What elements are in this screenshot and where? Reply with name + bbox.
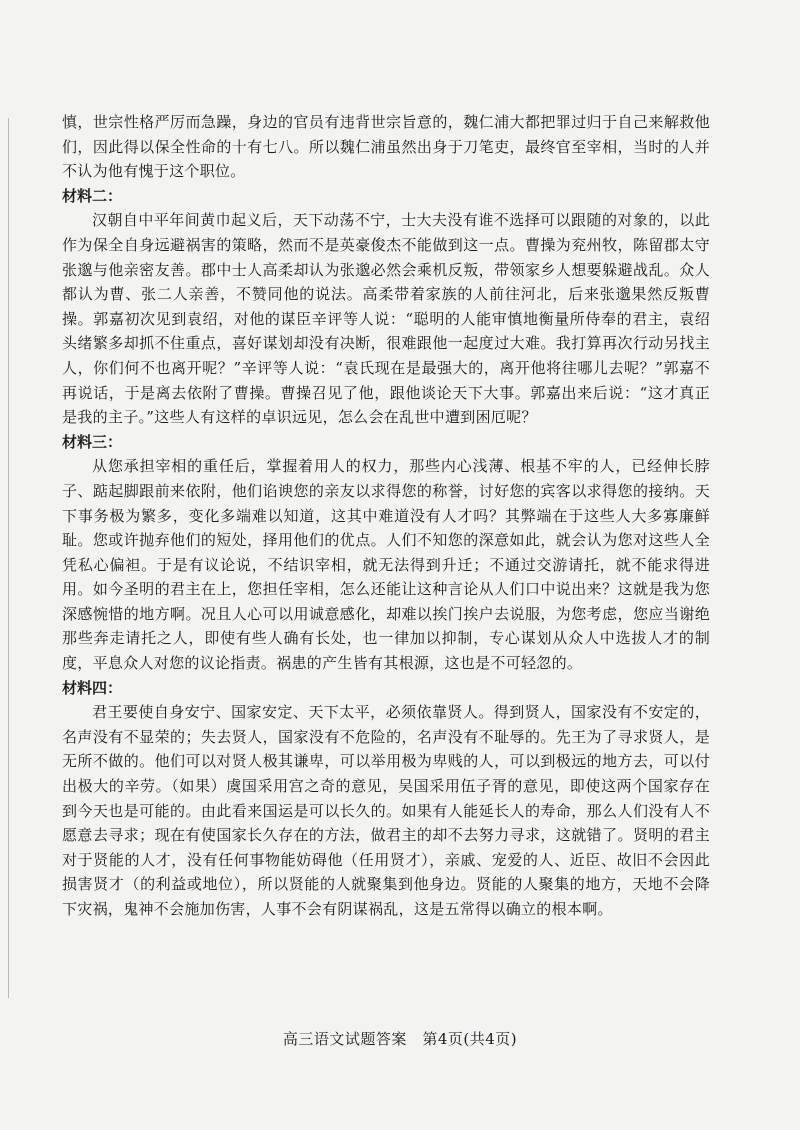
section-heading-4: 材料四： xyxy=(62,678,123,697)
document-body xyxy=(62,110,710,922)
paragraph-continued: 慎，世宗性格严厉而急躁，身边的官员有违背世宗旨意的，魏仁浦大都把罪过归于自己来解救他们，因此得以保全性命的十有七八。所以魏仁浦虽然出身于刀笔吏，最终官至宰相，当时的人并不认为他有愧于这个职位。 xyxy=(62,113,710,181)
paragraph-material-4: 君王要使自身安宁、国家安定、天下太平，必须依靠贤人。得到贤人，国家没有不安定的，名声没有不显荣的；失去贤人，国家没有不危险的，名声没有不耻辱的。先王为了寻求贤人，是无所不做的。他们可以对贤人极其谦卑，可以举用极为卑贱的人，可以到极远的地方去，可以付出极大的辛劳。（如果）虞国采用宫之奇的意见，吴国采用伍子胥的意见，即使这两个国家存在到今天也是可能的。由此看来国运是可以长久的。如果有人能延长人的寿命，那么人们没有人不愿意去寻求；现在有使国家长久存在的方法，做君主的却不去努力寻求，这就错了。贤明的君主对于贤能的人才，没有任何事物能妨碍他（任用贤才），亲戚、宠爱的人、近臣、故旧不会因此损害贤才（的利益或地位），所以贤能的人就聚集到他身边。贤能的人聚集的地方，天地不会降下灾祸，鬼神不会施加伤害，人事不会有阴谋祸乱，这是五常得以确立的根本啊。 xyxy=(62,703,710,918)
page-footer: 高三语文试题答案 第4页(共4页) xyxy=(282,1030,518,1048)
paragraph-material-3: 从您承担宰相的重任后，掌握着用人的权力，那些内心浅薄、根基不牢的人，已经伸长脖子、踮起脚跟前来依附，他们谄谀您的亲友以求得您的称誉，讨好您的宾客以求得您的接纳。天下事务极为繁多，变化多端难以知道，这其中难道没有人才吗？其弊端在于这些人大多寡廉鲜耻。您或许抛弃他们的短处，择用他们的优点。人们不知您的深意如此，就会认为您对这些人全凭私心偏袒。于是有议论说，不结识宰相，就无法得到升迁；不通过交游请托，就不能求得进用。如今圣明的君主在上，您担任宰相，怎么还能让这种言论从人们口中说出来？这就是我为您深感惋惜的地方啊。况且人心可以用诚意感化，却难以挨门挨户去说服，为您考虑，您应当谢绝那些奔走请托之人，即使有些人确有长处，也一律加以抑制，专心谋划从众人中选拔人才的制度，平息众人对您的议论指责。祸患的产生皆有其根源，这也是不可轻忽的。 xyxy=(62,457,710,673)
section-heading-3: 材料三： xyxy=(62,432,123,451)
paragraph-material-2: 汉朝自中平年间黄巾起义后，天下动荡不宁，士大夫没有谁不选择可以跟随的对象的，以此作为保全自身远避祸害的策略，然而不是英豪俊杰不能做到这一点。曹操为兖州牧，陈留郡太守张邈与他亲密友善。郡中士人高柔却认为张邈必然会乘机反叛，带领家乡人想要躲避战乱。众人都认为曹、张二人亲善，不赞同他的说法。高柔带着家族的人前往河北，后来张邈果然反叛曹操。郭嘉初次见到袁绍，对他的谋臣辛评等人说：“聪明的人能审慎地衡量所侍奉的君主，袁绍头绪繁多却抓不住重点，喜好谋划却没有决断，很难跟他一起度过大难。我打算再次行动另找主人，你们何不也离开呢？”辛评等人说：“袁氏现在是最强大的，离开他将往哪儿去呢？”郭嘉不再说话，于是离去依附了曹操。曹操召见了他，跟他谈论天下大事。郭嘉出来后说：“这才真正是我的主子。”这些人有这样的卓识远见，怎么会在乱世中遭到困厄呢？ xyxy=(62,211,710,427)
section-heading-2: 材料二： xyxy=(62,186,123,205)
left-margin-rule xyxy=(8,118,9,998)
